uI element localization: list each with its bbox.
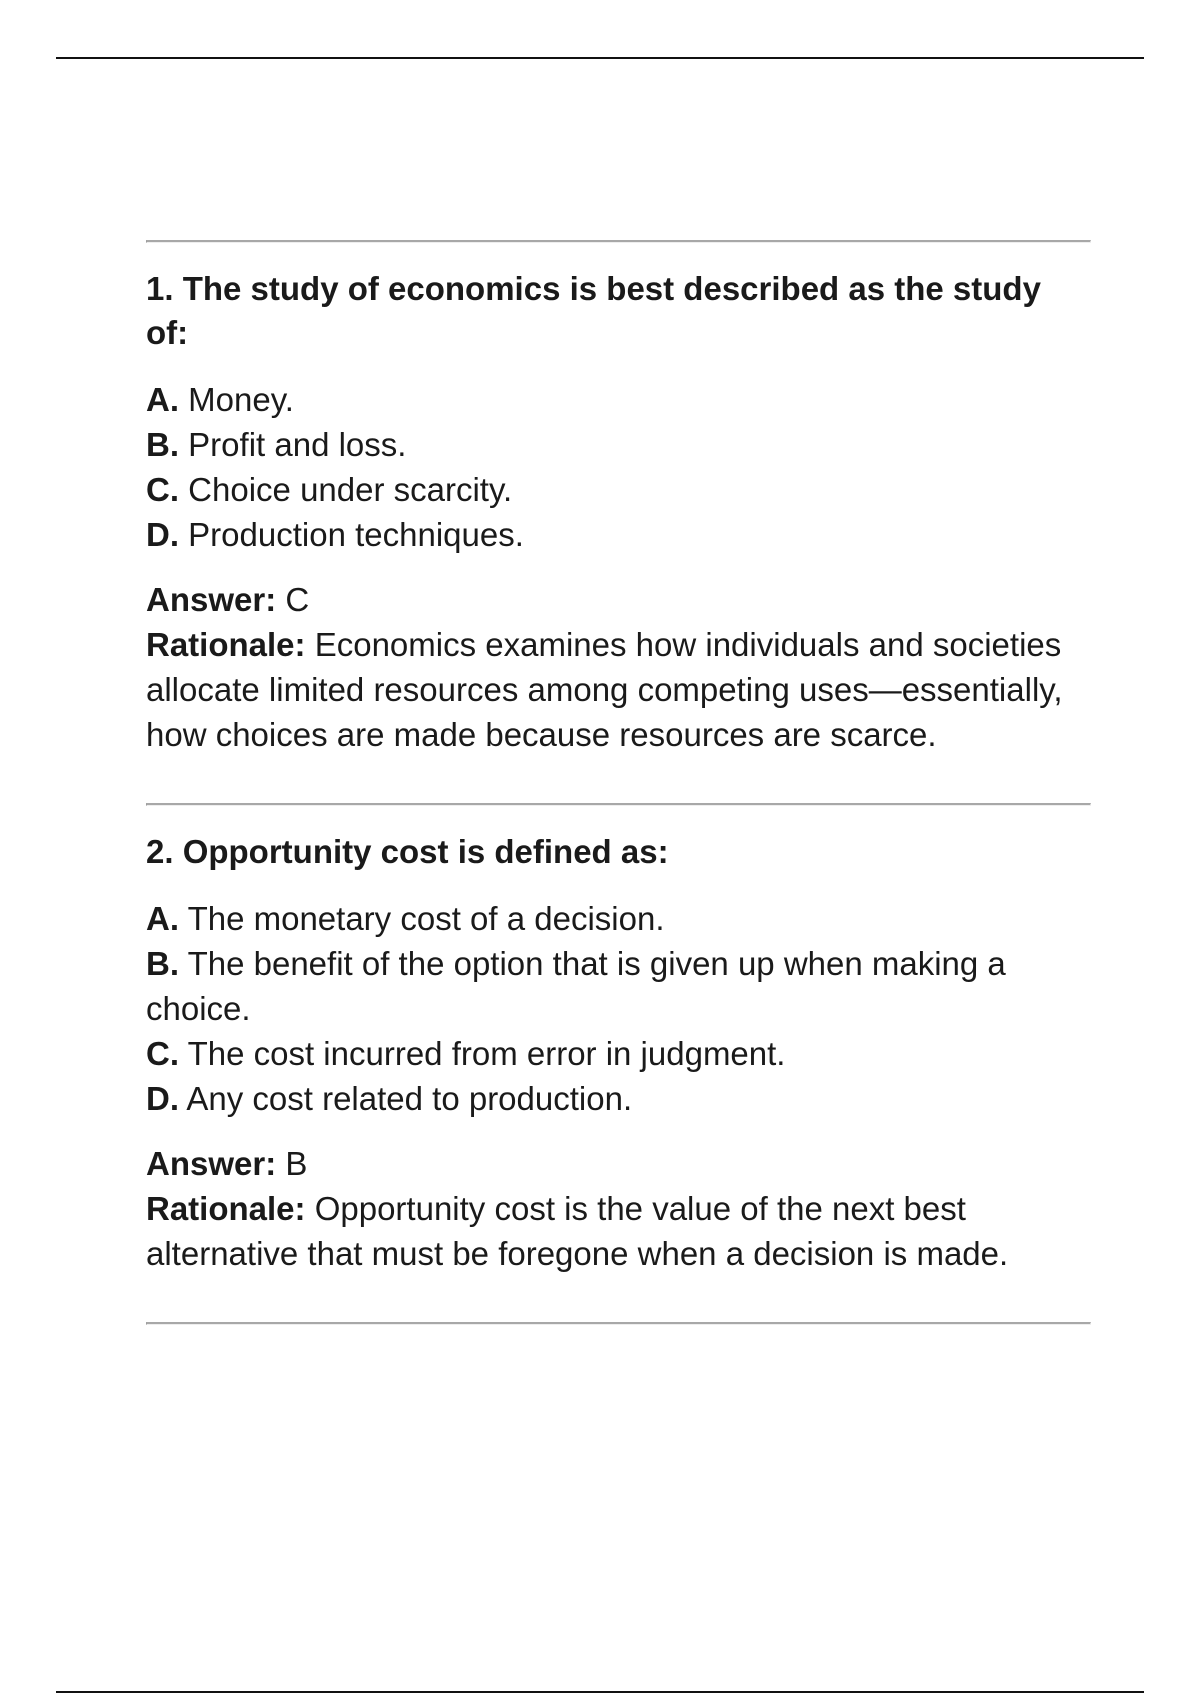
question-title — [146, 830, 1091, 874]
option-letter: A. — [146, 381, 179, 418]
option-a — [146, 896, 1091, 941]
option-c — [146, 467, 1091, 512]
options-list — [146, 377, 1091, 557]
question-1 — [146, 243, 1091, 803]
option-text: Any cost related to production. — [186, 1080, 633, 1117]
question-text: The study of economics is best described as the study of: — [146, 270, 1041, 351]
rationale-label: Rationale: — [146, 1190, 306, 1227]
page-bottom-rule — [56, 1691, 1144, 1693]
option-letter: D. — [146, 1080, 179, 1117]
option-text: Profit and loss. — [188, 426, 407, 463]
answer-line — [146, 1141, 1091, 1186]
option-b — [146, 941, 1091, 1031]
option-text: The benefit of the option that is given up when making a choice. — [146, 945, 1006, 1027]
rationale-line — [146, 622, 1091, 757]
option-text: The monetary cost of a decision. — [187, 900, 665, 937]
option-a — [146, 377, 1091, 422]
answer-line — [146, 577, 1091, 622]
option-letter: B. — [146, 945, 179, 982]
answer-label: Answer: — [146, 581, 277, 618]
quiz-content — [146, 240, 1091, 1325]
option-letter: D. — [146, 516, 179, 553]
option-text: Money. — [188, 381, 294, 418]
option-letter: C. — [146, 471, 179, 508]
option-c — [146, 1031, 1091, 1076]
rationale-text: Opportunity cost is the value of the next best alternative that must be foregone when a decision is made. — [146, 1190, 1009, 1272]
option-d — [146, 512, 1091, 557]
option-text: Choice under scarcity. — [188, 471, 513, 508]
options-list — [146, 896, 1091, 1121]
answer-label: Answer: — [146, 1145, 277, 1182]
question-title — [146, 267, 1091, 355]
answer-value: C — [285, 581, 310, 618]
option-b — [146, 422, 1091, 467]
answer-value: B — [285, 1145, 308, 1182]
rationale-label: Rationale: — [146, 626, 306, 663]
question-2 — [146, 806, 1091, 1322]
page-top-rule — [56, 57, 1144, 59]
question-text: Opportunity cost is defined as: — [182, 833, 669, 870]
question-number: 2. — [146, 833, 174, 870]
option-letter: C. — [146, 1035, 179, 1072]
option-text: Production techniques. — [188, 516, 524, 553]
option-text: The cost incurred from error in judgment. — [187, 1035, 786, 1072]
section-divider — [146, 1322, 1091, 1325]
question-number: 1. — [146, 270, 174, 307]
rationale-line — [146, 1186, 1091, 1276]
option-letter: B. — [146, 426, 179, 463]
option-d — [146, 1076, 1091, 1121]
rationale-text: Economics examines how individuals and societies allocate limited resources among competing uses—essentially, how choices are made because resources are scarce. — [146, 626, 1063, 753]
option-letter: A. — [146, 900, 179, 937]
